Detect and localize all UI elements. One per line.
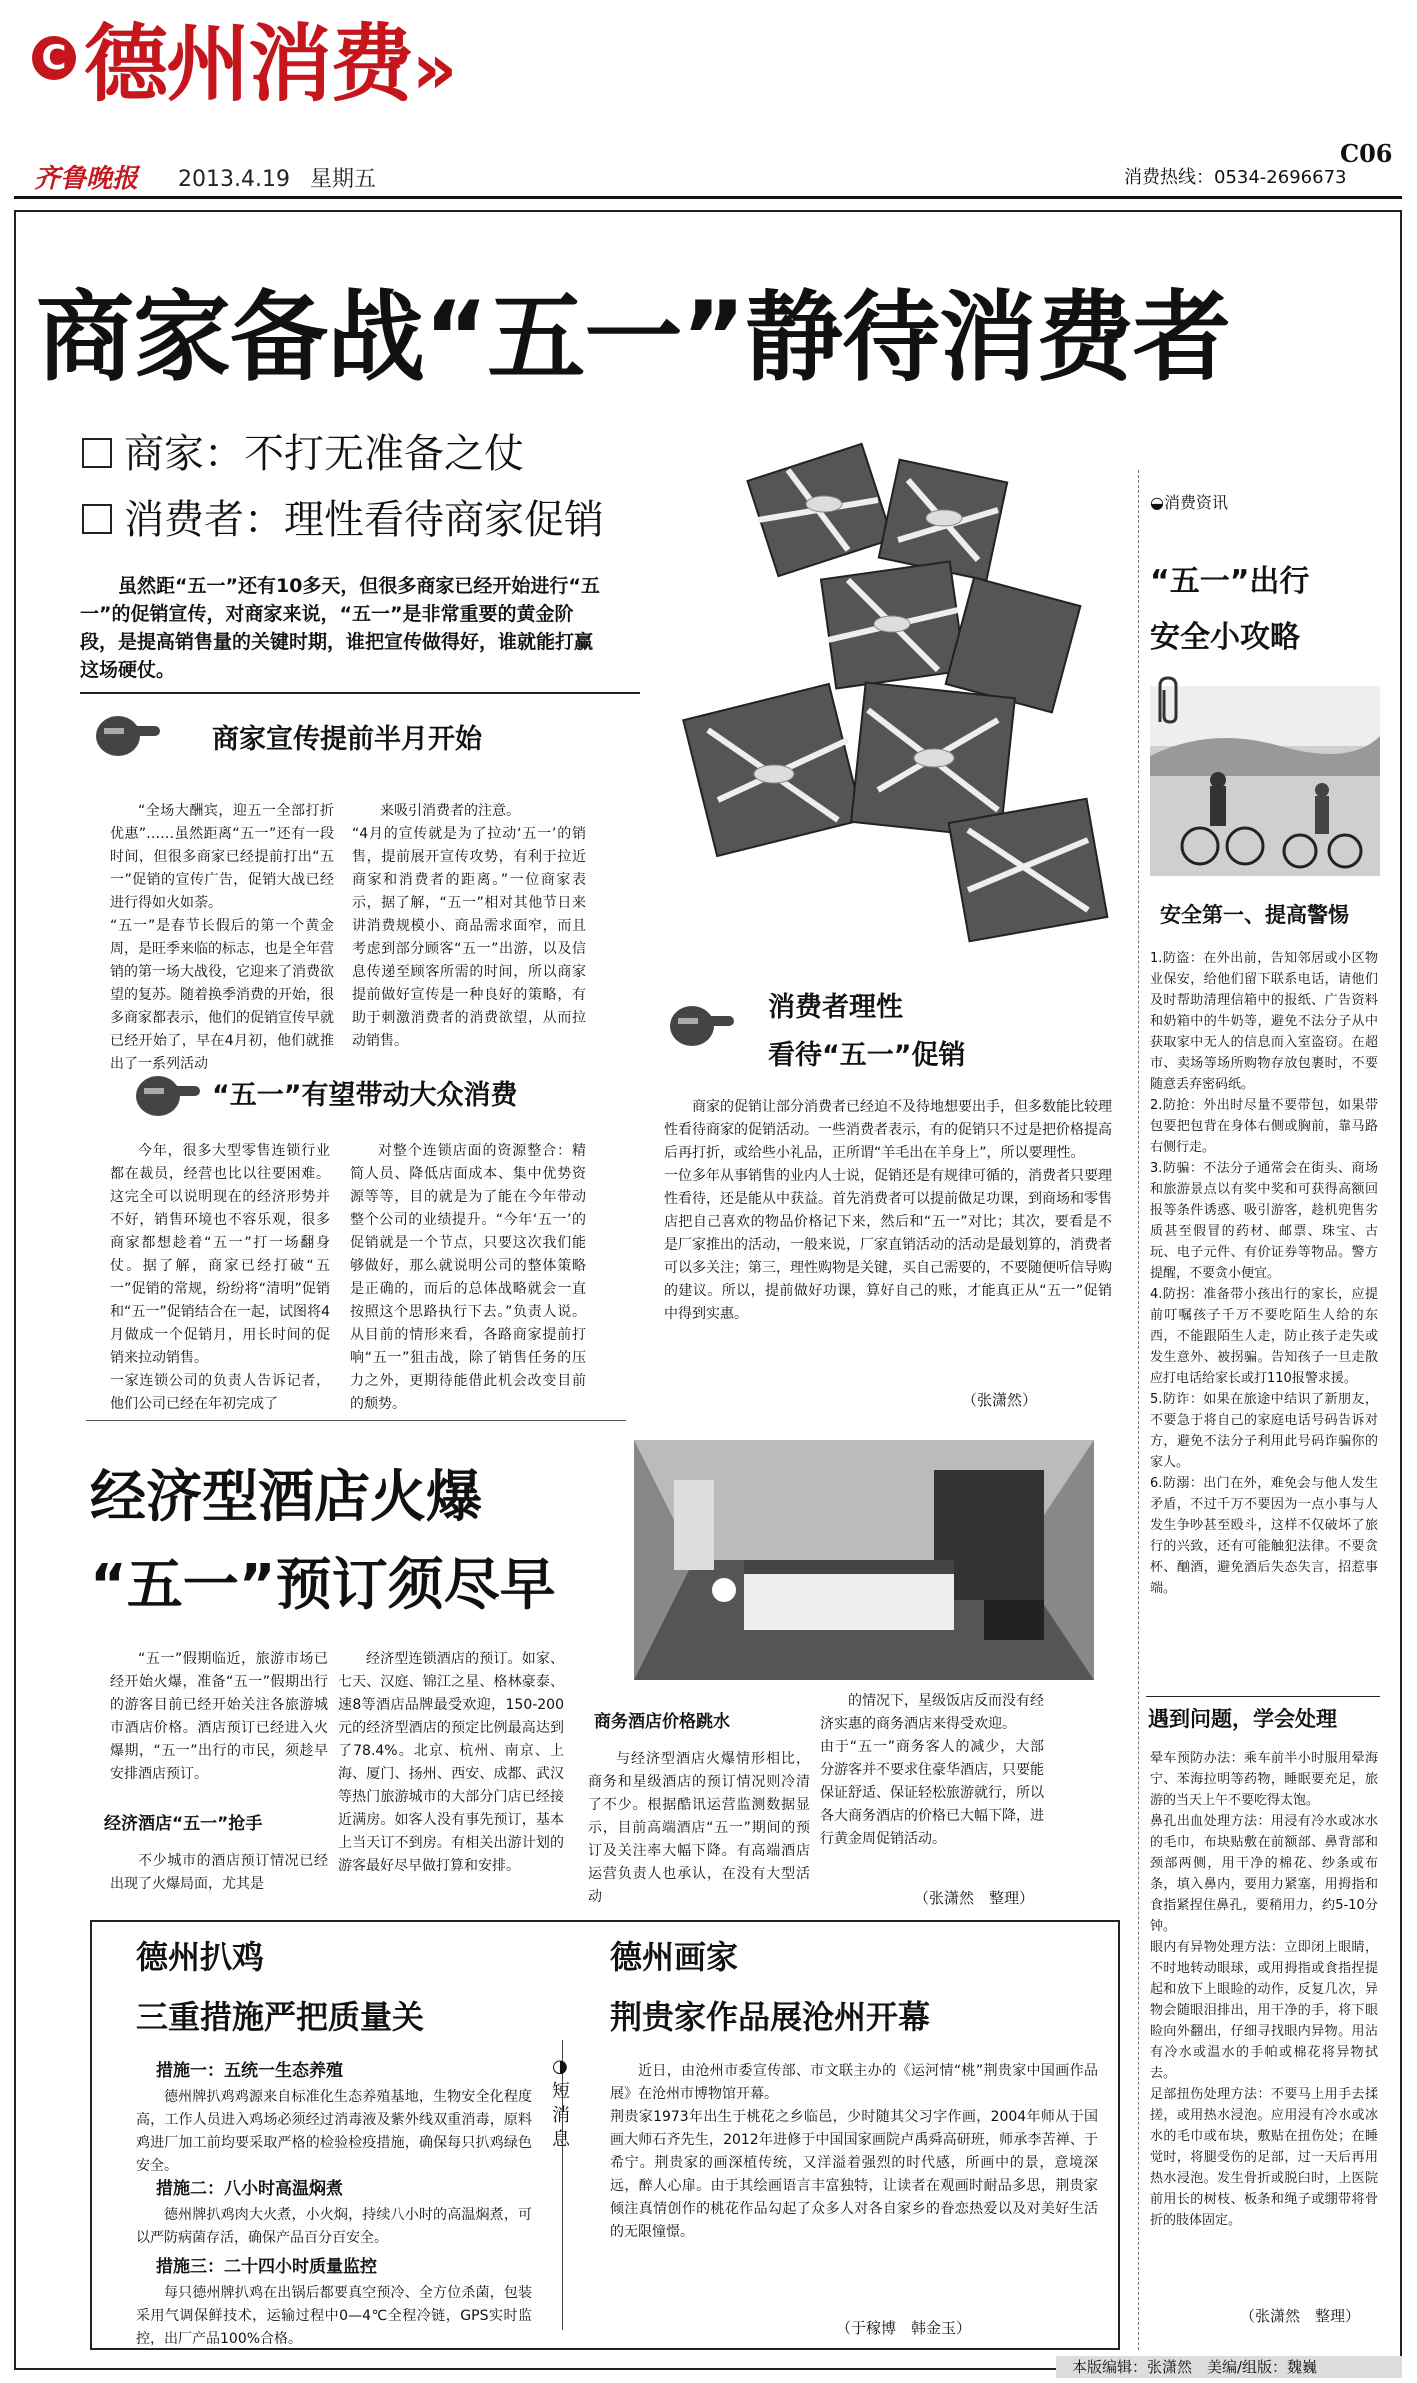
hotel-headline-2: “五一”预订须尽早 bbox=[90, 1553, 556, 1618]
sidebar-byline: （张潇然 整理） bbox=[1240, 2307, 1361, 2325]
half-circle-icon: ◑ bbox=[552, 2056, 568, 2077]
sidebar-headline-2: 安全小攻略 bbox=[1150, 620, 1300, 655]
editors-credit: 本版编辑：张潇然 美编/组版：魏巍 bbox=[1072, 2358, 1318, 2376]
section2-column2: 对整个连锁店面的资源整合：精简人员、降低店面成本、集中优势资源等等，目的就是为了能在今年带动整个公司的业绩提升。“今年‘五一’的促销就是一个节点，只要这次我们能够做好，那么就说明公司的整体策略是正确的，而后的总体战略就会一直按照这个思路执行下去。”负责人说。从目前的情形来看，各路商家提前打响“五一”狙击战，除了销售任务的压力之外，更期待能借此机会改变目前的颓势。 bbox=[350, 1143, 586, 1412]
sidebar-subhead: 安全第一、提高警惕 bbox=[1160, 903, 1349, 927]
sidebar-tag bbox=[1150, 492, 1228, 514]
subheadline-consumers bbox=[90, 496, 604, 544]
measure1-title: 措施一：五统一生态养殖 bbox=[156, 2061, 343, 2081]
measure3-body: 每只德州牌扒鸡在出锅后都要真空预冷、全方位杀菌，包装采用气调保鲜技术，运输过程中0—4℃全程冷链，GPS实时监控，出厂产品100%合格。 bbox=[136, 2285, 532, 2347]
page-number: C06 bbox=[1340, 139, 1393, 168]
checkbox-icon bbox=[82, 438, 112, 468]
section2-column1: 今年，很多大型零售连锁行业都在裁员，经营也比以往要困难。这完全可以说明现在的经济形势并不好，销售环境也不容乐观，很多商家都想趁着“五一”打一场翻身仗。据了解，商家已经打破“五一”促销的常规，纷纷将“清明”促销和“五一”促销结合在一起，试图将4月做成一个促销月，用长时间的促销来拉动销售。 一家连锁公司的负责人告诉记者，他们公司已经在年初完成了 bbox=[110, 1143, 330, 1412]
masthead-title bbox=[84, 16, 455, 117]
lead-rule bbox=[80, 692, 640, 694]
sidebar-safety-tips: 1.防盗：在外出前，告知邻居或小区物业保安，给他们留下联系电话，请他们及时帮助清理信箱中的报纸、广告资料和奶箱中的牛奶等，避免不法分子从中获取家中无人的信息而入室盗窃。在超市、卖场等场所购物存放包裹时，不要随意丢弃密码纸。 2.防抢：外出时尽量不要带包，如果带包要把包背在身体右侧或胸前，靠马路右侧行走。 3.防骗：不法分子通常会在街头、商场和旅游景点以有奖中奖和可获得高额回报等条件诱惑、吸引游客，趁机兜售劣质甚至假冒的药材、邮票、珠宝、古玩、电子元件、有价证券等物品。警方提醒，不要贪小便宜。 4.防拐：准备带小孩出行的家长，应提前叮嘱孩子千万不要吃陌生人给的东西，不能跟陌生人走，防止孩子走失或发生意外、被拐骗。告知孩子一旦走散应打电话给家长或打110报警求援。 5.防诈：如果在旅途中结识了新朋友，不要急于将自己的家庭电话号码告诉对方，避免不法分子利用此号码诈骗你的家人。 6.防溺：出门在外，难免会与他人发生矛盾，不过千万不要因为一点小事与人发生争吵甚至殴斗，这样不仅破坏了旅行的兴致，还有可能触犯法律。不要贪杯、酗酒，避免酒后失态失言，招惹事端。 bbox=[1150, 951, 1378, 1596]
paperclip-icon bbox=[1150, 676, 1186, 726]
issue-weekday: 星期五 bbox=[310, 167, 377, 192]
section3-byline: （张潇然） bbox=[962, 1391, 1038, 1409]
masthead-quote-mark: » bbox=[412, 28, 456, 110]
section-title-promotion: 商家宣传提前半月开始 bbox=[212, 724, 482, 755]
hotel-column4: 的情况下，星级饭店反而没有经济实惠的商务酒店来得受欢迎。 由于“五一”商务客人的减少，大部分游客并不要求住豪华酒店，只要能保证舒适、保证轻松旅游就行，所以各大商务酒店的价格已大幅下降，进行黄金周促销活动。 bbox=[820, 1693, 1044, 1847]
main-headline: 商家备战“五一”静待消费者 bbox=[36, 281, 1230, 395]
short-news-right-body: 近日，由沧州市委宣传部、市文联主办的《运河情“桃”荆贵家中国画作品展》在沧州市博物馆开幕。 荆贵家1973年出生于桃花之乡临邑，少时随其父习字作画，2004年师从于国画大师石齐先生，2012年进修于中国国家画院卢禹舜高研班，师承李苦禅、于希宁。荆贵家的画深植传统，又洋溢着强烈的时代感，所画中的景，意境深远，醉人心扉。由于其绘画语言丰富独特，让读者在观画时耐品多思，荆贵家倾注真情创作的桃花作品勾起了众多人对各自家乡的眷恋热爱以及对美好生活的无限憧憬。 bbox=[610, 2063, 1098, 2240]
measure1-body: 德州牌扒鸡鸡源来自标准化生态养殖基地，生物安全化程度高，工作人员进入鸡场必须经过消毒液及紫外线双重消毒，原料鸡进厂加工前均要采取严格的检验检疫措施，确保每只扒鸡绿色安全。 bbox=[136, 2089, 532, 2174]
hotel-headline-1: 经济型酒店火爆 bbox=[90, 1465, 482, 1530]
section-title-rational-1: 消费者理性 bbox=[768, 992, 903, 1023]
sidebar-divider bbox=[1146, 1696, 1380, 1697]
short-news-right-title-2: 荆贵家作品展沧州开幕 bbox=[610, 1998, 931, 2036]
short-news-right-byline: （于稼博 韩金玉） bbox=[836, 2319, 972, 2337]
section-title-rational-2: 看待“五一”促销 bbox=[768, 1040, 966, 1071]
section1-column2: 来吸引消费者的注意。 “4月的宣传就是为了拉动‘五一’的销售，提前展开宣传攻势，有利于拉近商家和消费者的距离。”一位商家表示，据了解，“五一”相对其他节日来讲消费规模小、商品需求面窄，而且考虑到部分顾客“五一”出游，以及信息传递至顾客所需的时间，所以商家提前做好宣传是一种良好的策略，有助于刺激消费者的消费欲望，从而拉动销售。 bbox=[352, 803, 586, 1049]
short-news-left-title-1: 德州扒鸡 bbox=[136, 1938, 265, 1976]
measure2-body: 德州牌扒鸡肉大火煮，小火焖，持续八小时的高温焖煮，可以严防病菌存活，确保产品百分百安全。 bbox=[136, 2207, 532, 2246]
masthead-title-text: 德州消费 bbox=[84, 15, 413, 113]
section-title-mass-consumption: “五一”有望带动大众消费 bbox=[212, 1080, 518, 1111]
short-news-label: 短消息 bbox=[552, 2081, 570, 2150]
hotel-room-image bbox=[634, 1440, 1094, 1680]
measure3-title: 措施三：二十四小时质量监控 bbox=[156, 2257, 377, 2277]
masthead-logo-icon: C bbox=[32, 36, 76, 80]
sidebar-headline-1: “五一”出行 bbox=[1150, 564, 1310, 599]
short-news-left-title-2: 三重措施严把质量关 bbox=[136, 1998, 425, 2036]
hotline: 消费热线：0534-2696673 bbox=[1124, 167, 1347, 188]
lead-paragraph: 虽然距“五一”还有10多天，但很多商家已经开始进行“五一”的促销宣传，对商家来说，“五一”是非常重要的黄金阶段，是提高销售量的关键时期，谁把宣传做得好，谁就能打赢这场硬仗。 bbox=[80, 575, 600, 681]
masthead-rule bbox=[14, 196, 1402, 199]
measure2-title: 措施二：八小时高温焖煮 bbox=[156, 2179, 343, 2199]
hotel-column1-subhead: 经济酒店“五一”抢手 bbox=[104, 1814, 263, 1834]
hotel-column1: “五一”假期临近，旅游市场已经开始火爆，准备“五一”假期出行的游客目前已经开始关注各旅游城市酒店价格。酒店预订已经进入火爆期，“五一”出行的市民，须趁早安排酒店预订。 bbox=[110, 1651, 328, 1782]
issue-date: 2013.4.19 bbox=[178, 167, 290, 192]
pointing-hand-icon bbox=[136, 1068, 200, 1120]
subheadline-merchants bbox=[90, 430, 524, 478]
hotel-column3: 与经济型酒店火爆情形相比，商务和星级酒店的预订情况则冷清了不少。根据酷讯运营监测数据显示，目前高端酒店“五一”期间的预订及关注率大幅下降。有高端酒店运营负责人也承认，在没有大型活动 bbox=[588, 1751, 810, 1905]
paper-name: 齐鲁晚报 bbox=[34, 164, 139, 194]
checkbox-icon bbox=[82, 504, 112, 534]
hotel-byline: （张潇然 整理） bbox=[914, 1889, 1035, 1907]
sub2-text: 消费者：理性看待商家促销 bbox=[124, 497, 604, 543]
divider bbox=[86, 1420, 626, 1421]
pointing-hand-icon bbox=[96, 708, 160, 760]
hotel-column2: 经济型连锁酒店的预订。如家、七天、汉庭、锦江之星、格林豪泰、速8等酒店品牌最受欢迎，150-200元的经济型酒店的预定比例最高达到了78.4%。北京、杭州、南京、上海、厦门、扬州、西安、成都、武汉等热门旅游城市的大部分门店已经接近满房。如客人没有事先预订，基本上当天订不到房。有相关出游计划的游客最好尽早做打算和安排。 bbox=[338, 1651, 564, 1874]
sidebar-problem-tips: 晕车预防办法：乘车前半小时服用晕海宁、苯海拉明等药物，睡眠要充足，旅游的当天上午不要吃得太饱。 鼻孔出血处理方法：用浸有冷水或冰水的毛巾，布块贴敷在前额部、鼻背部和颈部两侧，用干净的棉花、纱条或布条，填入鼻内，要用力紧塞，用拇指和食指紧捏住鼻孔，要稍用力，约5-10分钟。 眼内有异物处理方法：立即闭上眼睛，不时地转动眼球，或用拇指或食指捏提起和放下上眼睑的动作，反复几次，异物会随眼泪排出，用干净的手，将下眼睑向外翻出，仔细寻找眼内异物。用沾有冷水或温水的手帕或棉花将异物拭去。 足部扭伤处理方法：不要马上用手去揉搓，或用热水浸泡。应用浸有冷水或冰水的毛巾或布块，敷贴在扭伤处；在睡觉时，将腿受伤的足部，过一天后再用热水浸泡。发生骨折或脱臼时，上医院前用长的树枝、板条和绳子或绷带将骨折的肢体固定。 bbox=[1150, 1751, 1378, 2228]
sidebar-subhead-2: 遇到问题，学会处理 bbox=[1148, 1707, 1337, 1731]
hotel-column1-b: 不少城市的酒店预订情况已经出现了火爆局面，尤其是 bbox=[110, 1853, 328, 1892]
section3-body: 商家的促销让部分消费者已经迫不及待地想要出手，但多数能比较理性看待商家的促销活动。一些消费者表示，有的促销只不过是把价格提高后再打折，或给些小礼品，正所谓“羊毛出在羊身上”，所以要理性。 一位多年从事销售的业内人士说，促销还是有规律可循的，消费者只要理性看待，还是能从中获益。首先消费者可以提前做足功课，到商场和零售店把自己喜欢的物品价格记下来，然后和“五一”对比；其次，要看是不是厂家推出的活动，一般来说，厂家直销活动的活动是最划算的，消费者可以多关注；第三，理性购物是关键，买自己需要的，不要随便听信导购的建议。所以，提前做好功课，算好自己的账，才能真正从“五一”促销中得到实惠。 bbox=[664, 1099, 1112, 1322]
short-news-right-title-1: 德州画家 bbox=[610, 1938, 739, 1976]
section1-column1: “全场大酬宾，迎五一全部打折优惠”……虽然距离“五一”还有一段时间，但很多商家已经提前打出“五一”促销的宣传广告，促销大战已经进行得如火如荼。 “五一”是春节长假后的第一个黄金周，是旺季来临的标志，也是全年营销的第一场大战役，它迎来了消费欲望的复苏。随着换季消费的开始，很多商家都表示，他们的促销宣传早就已经开始了，早在4月初，他们就推出了一系列活动 bbox=[110, 803, 334, 1072]
pointing-hand-icon bbox=[670, 998, 734, 1050]
sub1-text: 商家：不打无准备之仗 bbox=[124, 431, 524, 477]
gift-boxes-image bbox=[648, 440, 1118, 960]
hotel-column3-subhead: 商务酒店价格跳水 bbox=[594, 1712, 730, 1732]
sidebar-tag-text: 消费资讯 bbox=[1163, 493, 1228, 512]
half-circle-icon: ◒ bbox=[1150, 493, 1164, 512]
